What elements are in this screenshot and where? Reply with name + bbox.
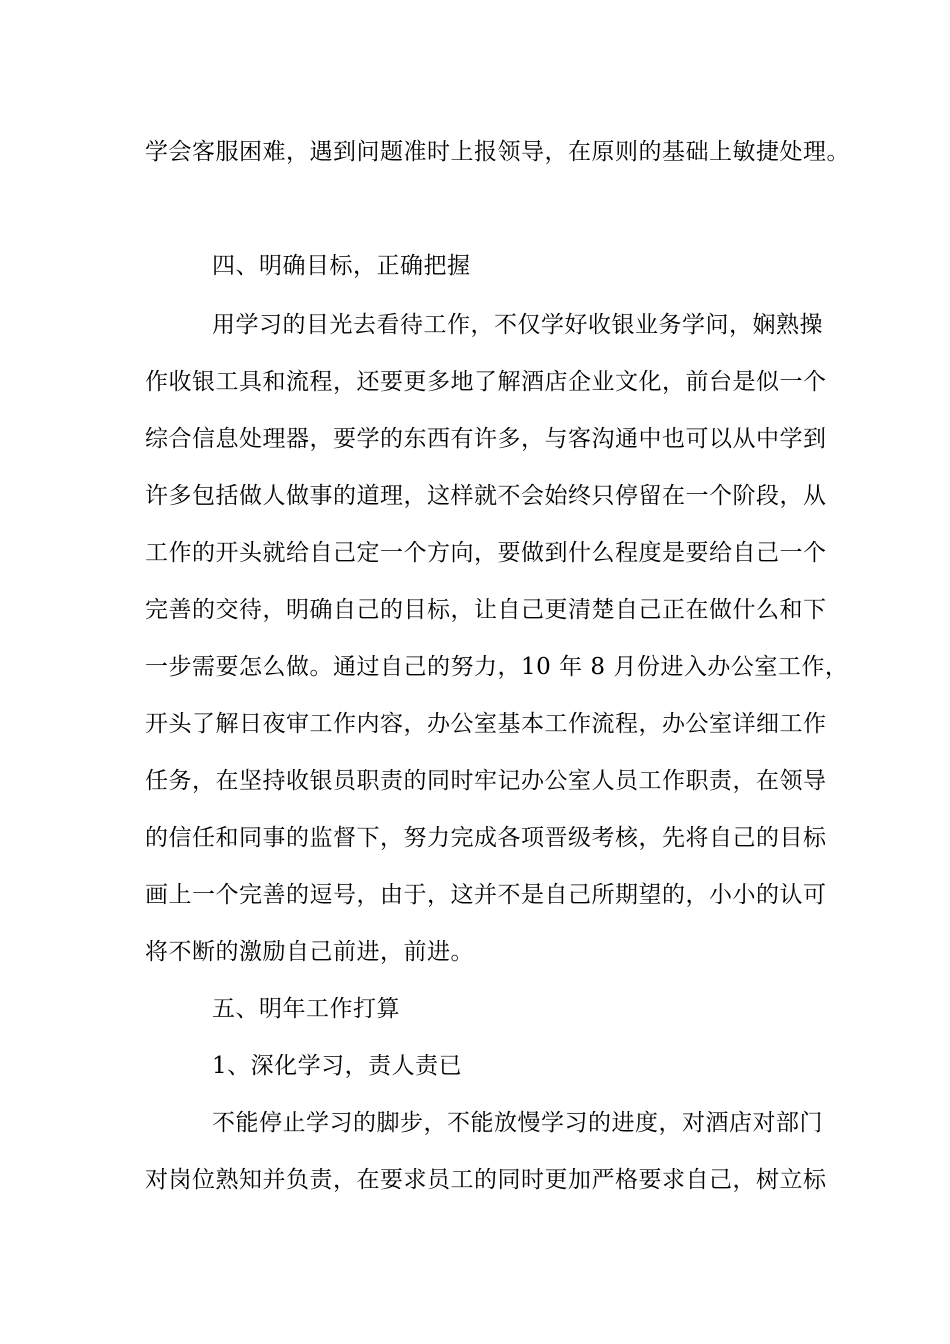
paragraph-line: 不能停止学习的脚步，不能放慢学习的进度，对酒店对部门	[212, 1110, 823, 1136]
paragraph-line: 用学习的目光去看待工作，不仅学好收银业务学问，娴熟操	[212, 312, 823, 338]
paragraph-line: 画上一个完善的逗号，由于，这并不是自己所期望的，小小的认可	[145, 882, 827, 908]
section-heading: 五、明年工作打算	[212, 996, 400, 1022]
paragraph-line: 开头了解日夜审工作内容，办公室基本工作流程，办公室详细工作	[145, 711, 827, 737]
paragraph-line: 将不断的激励自己前进，前进。	[145, 939, 474, 965]
paragraph-line: 一步需要怎么做。通过自己的努力，10 年 8 月份进入办公室工作，	[145, 654, 849, 680]
paragraph-line: 作收银工具和流程，还要更多地了解酒店企业文化，前台是似一个	[145, 369, 827, 395]
section-heading: 四、明确目标，正确把握	[212, 253, 471, 279]
paragraph-line: 任务，在坚持收银员职责的同时牢记办公室人员工作职责，在领导	[145, 768, 827, 794]
subsection-heading: 1、深化学习，责人责已	[212, 1053, 463, 1079]
paragraph-line: 对岗位熟知并负责，在要求员工的同时更加严格要求自己，树立标	[145, 1167, 827, 1193]
paragraph-line: 综合信息处理器，要学的东西有许多，与客沟通中也可以从中学到	[145, 426, 827, 452]
paragraph-line: 工作的开头就给自己定一个方向，要做到什么程度是要给自己一个	[145, 540, 827, 566]
paragraph-line: 学会客服困难，遇到问题准时上报领导，在原则的基础上敏捷处理。	[145, 139, 850, 165]
paragraph-line: 完善的交待，明确自己的目标，让自己更清楚自己正在做什么和下	[145, 597, 827, 623]
paragraph-line: 的信任和同事的监督下，努力完成各项晋级考核，先将自己的目标	[145, 825, 827, 851]
paragraph-line: 许多包括做人做事的道理，这样就不会始终只停留在一个阶段，从	[145, 483, 827, 509]
